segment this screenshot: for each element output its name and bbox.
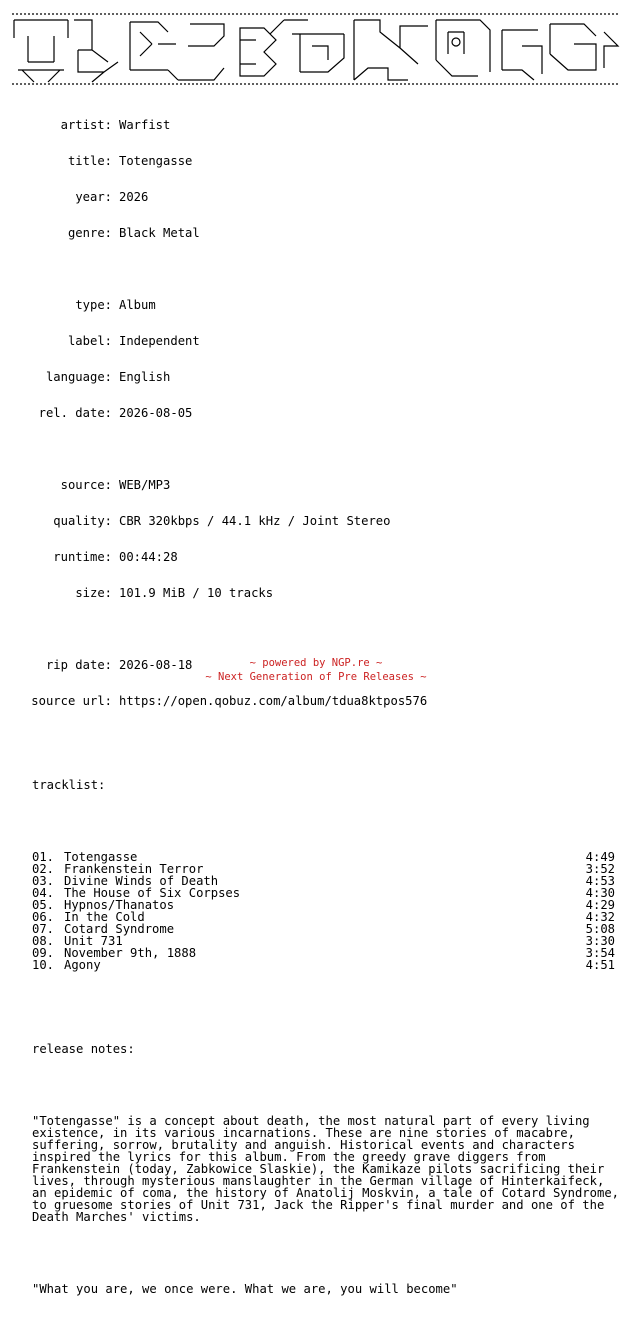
info-value: English <box>119 370 171 384</box>
track-title: The House of Six Corpses <box>64 886 241 900</box>
info-value: Independent <box>119 334 200 348</box>
track-number: 02. <box>32 862 55 876</box>
info-key: artist: <box>60 118 112 132</box>
info-key: label: <box>67 334 112 348</box>
track-length: 3:54 <box>585 946 615 960</box>
footer-tagline: ~ Next Generation of Pre Releases ~ <box>205 671 427 683</box>
info-key: size: <box>75 586 112 600</box>
info-key: source: <box>60 478 112 492</box>
track-length: 4:30 <box>585 886 615 900</box>
track-length: 3:52 <box>585 862 615 876</box>
info-runtime <box>0 551 632 563</box>
release-notes-quote: "What you are, we once were. What we are, you will become" <box>32 1282 458 1296</box>
track-row <box>0 875 615 887</box>
info-key: rip date: <box>45 658 112 672</box>
info-size <box>0 587 632 599</box>
info-value: CBR 320kbps / 44.1 kHz / Joint Stereo <box>119 514 391 528</box>
track-number: 03. <box>32 874 55 888</box>
info-release-date <box>0 407 632 419</box>
info-key: genre: <box>67 226 112 240</box>
info-value: 2026 <box>119 190 149 204</box>
info-language <box>0 371 632 383</box>
info-type <box>0 299 632 311</box>
info-value: Warfist <box>119 118 171 132</box>
info-value: Album <box>119 298 156 312</box>
track-number: 08. <box>32 934 55 948</box>
track-number: 09. <box>32 946 55 960</box>
info-key: quality: <box>53 514 112 528</box>
tracklist-heading: tracklist: <box>32 778 106 792</box>
track-title: Unit 731 <box>64 934 123 948</box>
track-row <box>0 923 615 935</box>
footer <box>0 656 632 684</box>
track-title: November 9th, 1888 <box>64 946 197 960</box>
info-title <box>0 155 632 167</box>
info-key: title: <box>67 154 112 168</box>
track-row <box>0 935 615 947</box>
source-url-link[interactable]: https://open.qobuz.com/album/tdua8ktpos576 <box>119 694 428 708</box>
track-title: Divine Winds of Death <box>64 874 219 888</box>
track-length: 4:32 <box>585 910 615 924</box>
info-value: 2026-08-05 <box>119 406 193 420</box>
track-number: 01. <box>32 850 55 864</box>
info-quality <box>0 515 632 527</box>
info-key: runtime: <box>53 550 112 564</box>
track-length: 3:30 <box>585 934 615 948</box>
info-label <box>0 335 632 347</box>
track-row <box>0 899 615 911</box>
track-title: Totengasse <box>64 850 138 864</box>
track-length: 4:49 <box>585 850 615 864</box>
info-genre <box>0 227 632 239</box>
track-title: Hypnos/Thanatos <box>64 898 175 912</box>
info-source <box>0 479 632 491</box>
tracklist <box>0 851 632 971</box>
info-value: Totengasse <box>119 154 193 168</box>
info-value: Black Metal <box>119 226 200 240</box>
track-row <box>0 863 615 875</box>
track-number: 10. <box>32 958 55 972</box>
track-number: 04. <box>32 886 55 900</box>
track-row <box>0 959 615 971</box>
track-row <box>0 887 615 899</box>
info-value: 101.9 MiB / 10 tracks <box>119 586 274 600</box>
info-artist <box>0 119 632 131</box>
info-value: 2026-08-18 <box>119 658 193 672</box>
info-key: language: <box>45 370 112 384</box>
info-value: 00:44:28 <box>119 550 178 564</box>
track-row <box>0 911 615 923</box>
release-info <box>0 95 632 1319</box>
track-row <box>0 851 615 863</box>
track-length: 4:51 <box>585 958 615 972</box>
track-title: Agony <box>64 958 101 972</box>
track-length: 4:53 <box>585 874 615 888</box>
info-key: year: <box>75 190 112 204</box>
track-title: In the Cold <box>64 910 145 924</box>
release-notes-heading: release notes: <box>32 1042 135 1056</box>
footer-powered-by-link[interactable]: ~ powered by NGP.re ~ <box>249 657 383 669</box>
ascii-art-logo <box>8 10 624 90</box>
track-length: 4:29 <box>585 898 615 912</box>
track-number: 06. <box>32 910 55 924</box>
track-number: 05. <box>32 898 55 912</box>
info-key: type: <box>75 298 112 312</box>
release-notes-body: "Totengasse" is a concept about death, the most natural part of every living existence, in its various incarnations. These are nine stories of macabre, suffering, sorrow, brutality and anguish. Historical events and characters inspired the lyrics for this album. From the greedy grave diggers from Frankenstein (today, Zabkowice Slaskie), the Kamikaze pilots sacrificing their lives, through mysterious manslaughter in the German village of Hinterkaifeck, an epidemic of coma, the history of Anatolij Moskvin, a tale of Cotard Syndrome, to gruesome stories of Unit 731, Jack the Ripper's final murder and one of the Death Marches' victims. <box>32 1114 619 1224</box>
info-year <box>0 191 632 203</box>
track-number: 07. <box>32 922 55 936</box>
info-value: WEB/MP3 <box>119 478 171 492</box>
info-source-url <box>0 695 632 707</box>
track-title: Frankenstein Terror <box>64 862 204 876</box>
info-key: source url: <box>31 694 112 708</box>
track-row <box>0 947 615 959</box>
track-title: Cotard Syndrome <box>64 922 175 936</box>
info-key: rel. date: <box>38 406 112 420</box>
track-length: 5:08 <box>585 922 615 936</box>
